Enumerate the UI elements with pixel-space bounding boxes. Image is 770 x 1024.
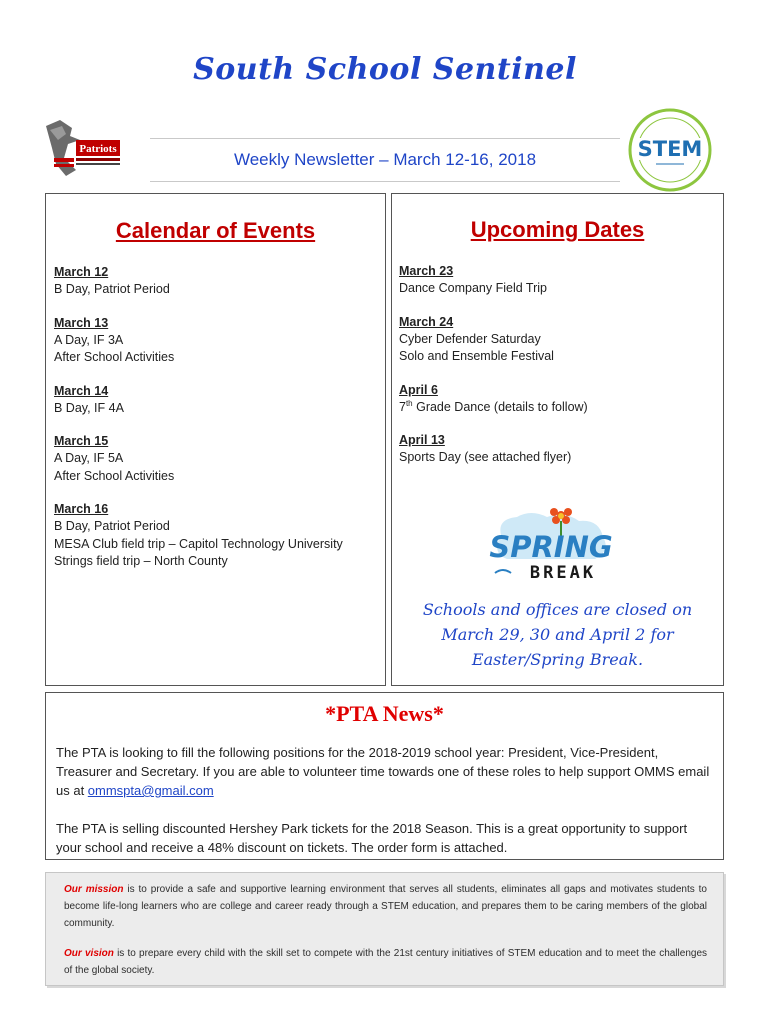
event-date: April 6 [399,382,438,397]
event-date: March 24 [399,314,454,329]
spring-break-graphic [487,505,617,587]
break-word: BREAK [529,563,597,583]
mission-text: is to provide a safe and supportive learning environment that serves all students, eliminates all gaps and motivates students to become life-long learners who are college and career ready through a STEM education, and prepares them to be caring members of the global community. [64,884,707,929]
calendar-title: Calendar of Events [115,218,316,243]
calendar-event [54,433,379,485]
event-detail [399,399,718,417]
patriots-eagle-logo [42,118,124,180]
event-date: March 12 [54,265,109,279]
event-detail: MESA Club field trip – Capitol Technology University [54,536,343,551]
newsletter-subtitle: Weekly Newsletter – March 12-16, 2018 [233,150,537,169]
calendar-of-events-box [45,193,386,686]
grade-text: Grade Dance (details to follow) [412,399,588,414]
event-date: March 13 [54,315,109,330]
pta-news-box [45,692,724,860]
event-detail: Solo and Ensemble Festival [399,349,554,363]
calendar-event-list [54,264,379,587]
event-detail: After School Activities [54,468,175,483]
event-detail: After School Activities [54,350,175,364]
vision-text: is to prepare every child with the skill set to compete with the 21st century initiatives of STEM education and to meet the challenges of the global society. [64,948,708,976]
event-date: March 15 [54,434,109,448]
stem-school-logo [628,108,712,192]
event-detail: A Day, IF 5A [54,451,124,465]
divider [150,181,620,182]
upcoming-title: Upcoming Dates [470,217,645,242]
grade-number: 7 [399,399,406,414]
upcoming-dates-box [391,193,724,686]
newsletter-title: South School Sentinel [193,52,577,87]
calendar-event [54,383,379,418]
closure-line: March 29, 30 and April 2 for [441,625,674,644]
mission-statement [64,881,707,932]
event-date: April 13 [399,433,445,447]
pta-positions-paragraph [56,743,713,800]
grade-ordinal: th [405,398,413,408]
event-date: March 23 [399,264,454,278]
upcoming-event [399,263,718,298]
event-detail: B Day, Patriot Period [54,519,170,533]
mission-lead: Our mission [64,884,124,895]
upcoming-event [399,432,718,467]
closure-line: Schools and offices are closed on [422,600,693,619]
event-detail: Dance Company Field Trip [399,281,547,295]
mission-vision-box [45,872,724,986]
event-date: March 16 [54,502,109,516]
spring-word: SPRING [489,530,613,564]
event-date: March 14 [54,383,109,398]
closure-line: Easter/Spring Break. [471,650,644,669]
calendar-event [54,264,379,299]
divider [150,138,620,139]
patriots-logo-text: Patriots [79,143,117,155]
event-detail: Strings field trip – North County [54,554,228,568]
stem-logo-text: STEM [637,137,703,161]
calendar-event [54,501,379,571]
event-detail: B Day, IF 4A [54,400,124,415]
upcoming-event [399,314,718,366]
vision-statement [64,945,707,979]
event-detail: A Day, IF 3A [54,332,124,347]
event-detail: Cyber Defender Saturday [399,331,541,346]
pta-email-link[interactable]: ommspta@gmail.com [87,783,214,798]
upcoming-event-list [399,263,718,483]
event-detail: B Day, Patriot Period [54,282,170,296]
calendar-event [54,315,379,367]
pta-tickets-paragraph: The PTA is selling discounted Hershey Park tickets for the 2018 Season. This is a great opportunity to support your school and receive a 48% discount on tickets. The order form is attached. [56,821,688,855]
upcoming-event [399,382,718,417]
pta-title: *PTA News* [325,701,444,726]
closure-notice [391,597,724,672]
vision-lead: Our vision [64,948,114,959]
pta-positions-text: The PTA is looking to fill the following positions for the 2018-2019 school year: President, Vice-President, Treasurer and Secretary. If you are able to volunteer time towards one of these roles to help support OMMS email us at [56,745,710,798]
event-detail: Sports Day (see attached flyer) [399,450,572,464]
